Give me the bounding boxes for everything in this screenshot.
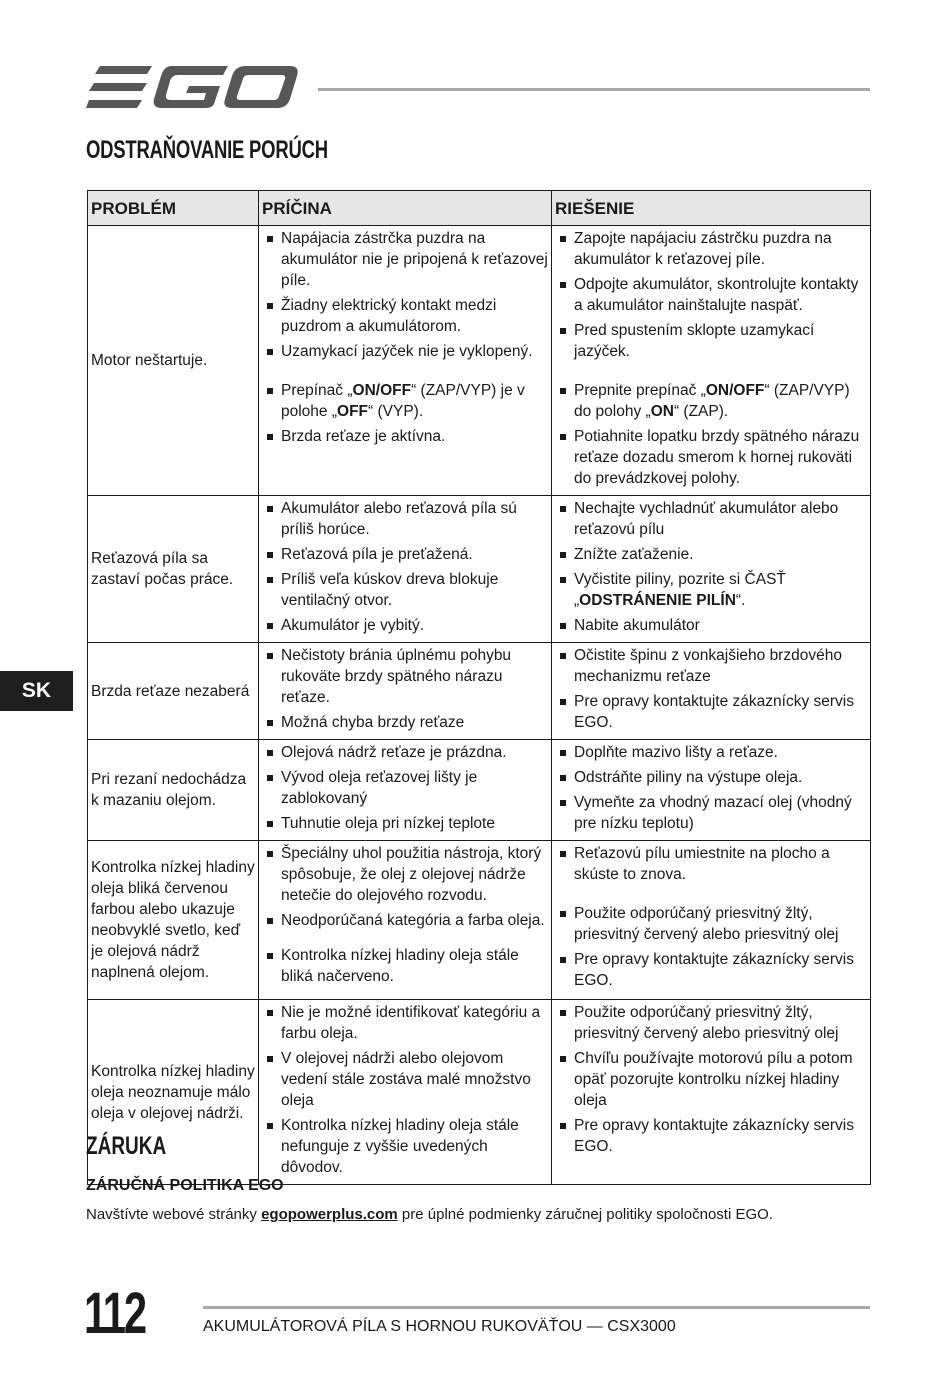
cause-item: Nečistoty bránia úplnému pohybu rukoväte brzdy spätného nárazu reťaze. xyxy=(262,645,548,708)
website-link[interactable]: egopowerplus.com xyxy=(261,1206,398,1223)
solution-item: Odpojte akumulátor, skontrolujte kontakty a akumulátor nainštalujte naspäť. xyxy=(555,274,867,316)
header-cause: PRÍČINA xyxy=(259,191,552,226)
solution-item: Nabite akumulátor xyxy=(555,615,867,636)
solution-item: Pre opravy kontaktujte zákaznícky servis EGO. xyxy=(555,691,867,733)
warranty-title: ZÁRUKA xyxy=(86,1132,167,1160)
cause-cell xyxy=(259,643,552,740)
solution-item: Očistite špinu z vonkajšieho brzdového mechanizmu reťaze xyxy=(555,645,867,687)
solution-item: Nechajte vychladnúť akumulátor alebo reťazovú pílu xyxy=(555,498,867,540)
cause-item: Uzamykací jazýček nie je vyklopený. xyxy=(262,341,548,362)
problem-cell: Pri rezaní nedochádza k mazaniu olejom. xyxy=(88,740,259,841)
cause-item: Akumulátor je vybitý. xyxy=(262,615,548,636)
solution-cell xyxy=(552,740,871,841)
solution-item: Použite odporúčaný priesvitný žltý, priesvitný červený alebo priesvitný olej xyxy=(555,903,867,945)
table-row xyxy=(88,643,871,740)
table-row xyxy=(88,740,871,841)
header-problem: PROBLÉM xyxy=(88,191,259,226)
cause-cell xyxy=(259,1000,552,1185)
solution-cell xyxy=(552,841,871,1000)
solution-item: Vyčistite piliny, pozrite si ČASŤ „ODSTRÁNENIE PILÍN“. xyxy=(555,569,867,611)
header-solution: RIEŠENIE xyxy=(552,191,871,226)
cause-item: Špeciálny uhol použitia nástroja, ktorý spôsobuje, že olej z olejovej nádrže netečie do olejového rozvodu. xyxy=(262,843,548,906)
problem-cell: Kontrolka nízkej hladiny oleja neoznamuje málo oleja v olejovej nádrži. xyxy=(88,1000,259,1185)
table-row xyxy=(88,496,871,643)
solution-item: Doplňte mazivo lišty a reťaze. xyxy=(555,742,867,763)
cause-item: Kontrolka nízkej hladiny oleja stále nefunguje z vyššie uvedených dôvodov. xyxy=(262,1115,548,1178)
cause-item: Prepínač „ON/OFF“ (ZAP/VYP) je v polohe „OFF“ (VYP). xyxy=(262,380,548,422)
cause-item: Žiadny elektrický kontakt medzi puzdrom a akumulátorom. xyxy=(262,295,548,337)
solution-item: Chvíľu používajte motorovú pílu a potom opäť pozorujte kontrolku nízkej hladiny oleja xyxy=(555,1048,867,1111)
cause-item: Reťazová píla je preťažená. xyxy=(262,544,548,565)
solution-item: Vymeňte za vhodný mazací olej (vhodný pre nízku teplotu) xyxy=(555,792,867,834)
cause-item: Možná chyba brzdy reťaze xyxy=(262,712,548,733)
troubleshooting-table xyxy=(87,190,871,1185)
language-tab: SK xyxy=(0,671,73,711)
page-title: ODSTRAŇOVANIE PORÚCH xyxy=(86,136,328,164)
cause-item: Tuhnutie oleja pri nízkej teplote xyxy=(262,813,548,834)
solution-cell xyxy=(552,1000,871,1185)
cause-item: Kontrolka nízkej hladiny oleja stále bliká načerveno. xyxy=(262,945,548,987)
table-row xyxy=(88,1000,871,1185)
table-row xyxy=(88,226,871,496)
solution-cell xyxy=(552,643,871,740)
problem-cell: Reťazová píla sa zastaví počas práce. xyxy=(88,496,259,643)
cause-item: Napájacia zástrčka puzdra na akumulátor nie je pripojená k reťazovej píle. xyxy=(262,228,548,291)
warranty-subtitle: ZÁRUČNÁ POLITIKA EGO xyxy=(86,1177,284,1194)
cause-item: Príliš veľa kúskov dreva blokuje ventilačný otvor. xyxy=(262,569,548,611)
table-header-row xyxy=(88,191,871,226)
problem-cell: Brzda reťaze nezaberá xyxy=(88,643,259,740)
table-row xyxy=(88,841,871,1000)
solution-item: Odstráňte piliny na výstupe oleja. xyxy=(555,767,867,788)
solution-item: Zapojte napájaciu zástrčku puzdra na akumulátor k reťazovej píle. xyxy=(555,228,867,270)
solution-cell xyxy=(552,226,871,496)
footer-text: AKUMULÁTOROVÁ PÍLA S HORNOU RUKOVÄŤOU — CSX3000 xyxy=(203,1318,676,1335)
solution-cell xyxy=(552,496,871,643)
cause-cell xyxy=(259,841,552,1000)
cause-item: Olejová nádrž reťaze je prázdna. xyxy=(262,742,548,763)
cause-item: Vývod oleja reťazovej lišty je zablokovaný xyxy=(262,767,548,809)
solution-item: Pred spustením sklopte uzamykací jazýček. xyxy=(555,320,867,362)
warranty-text: Navštívte webové stránky egopowerplus.com pre úplné podmienky záručnej politiky spoločnosti EGO. xyxy=(86,1206,773,1223)
cause-item: Neodporúčaná kategória a farba oleja. xyxy=(262,910,548,931)
solution-item: Prepnite prepínač „ON/OFF“ (ZAP/VYP) do polohy „ON“ (ZAP). xyxy=(555,380,867,422)
cause-item: Akumulátor alebo reťazová píla sú príliš horúce. xyxy=(262,498,548,540)
cause-item: Brzda reťaze je aktívna. xyxy=(262,426,548,447)
cause-cell xyxy=(259,496,552,643)
footer-rule xyxy=(203,1306,870,1309)
problem-cell: Kontrolka nízkej hladiny oleja bliká červenou farbou alebo ukazuje neobvyklé svetlo, keď je olejová nádrž naplnená olejom. xyxy=(88,841,259,1000)
solution-item: Pre opravy kontaktujte zákaznícky servis EGO. xyxy=(555,1115,867,1157)
cause-item: V olejovej nádrži alebo olejovom vedení stále zostáva malé množstvo oleja xyxy=(262,1048,548,1111)
header-rule xyxy=(318,88,870,91)
problem-cell: Motor neštartuje. xyxy=(88,226,259,496)
solution-item: Znížte zaťaženie. xyxy=(555,544,867,565)
solution-item: Reťazovú pílu umiestnite na plocho a skúste to znova. xyxy=(555,843,867,885)
cause-item: Nie je možné identifikovať kategóriu a farbu oleja. xyxy=(262,1002,548,1044)
solution-item: Použite odporúčaný priesvitný žltý, priesvitný červený alebo priesvitný olej xyxy=(555,1002,867,1044)
solution-item: Pre opravy kontaktujte zákaznícky servis EGO. xyxy=(555,949,867,991)
ego-logo xyxy=(86,62,300,114)
solution-item: Potiahnite lopatku brzdy spätného nárazu reťaze dozadu smerom k hornej rukoväti do prevádzkovej polohy. xyxy=(555,426,867,489)
cause-cell xyxy=(259,226,552,496)
page-number: 112 xyxy=(84,1281,145,1346)
cause-cell xyxy=(259,740,552,841)
